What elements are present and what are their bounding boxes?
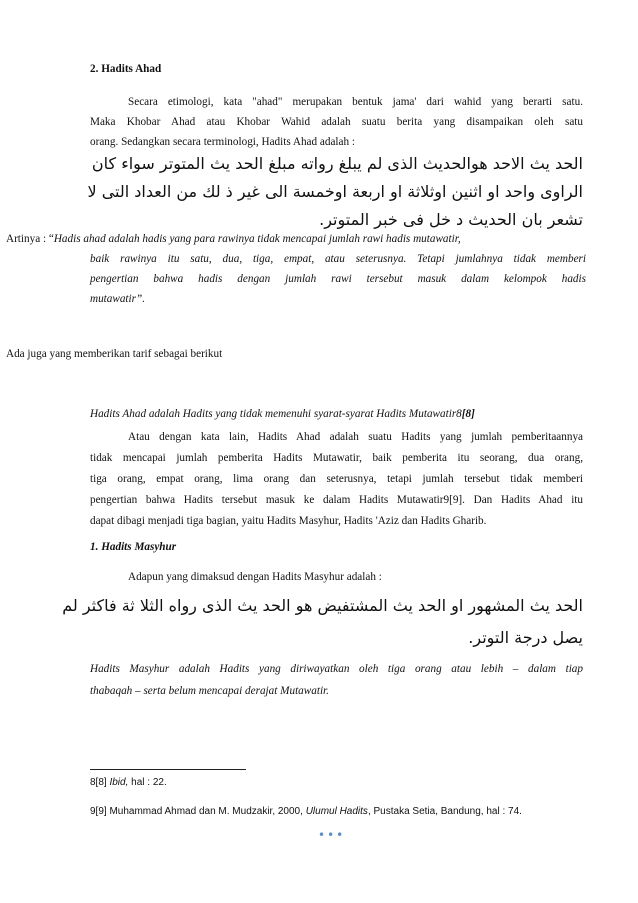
paragraph-etimologi [90,92,583,152]
translation-line: mutawatir”. [90,293,146,305]
also-sentence: Ada juga yang memberikan tarif sebagai berikut [6,348,223,360]
translation-line: pengertian bahwa hadis dengan jumlah rawi tersebut masuk dalam kelompok hadis [90,273,586,285]
translation-line: Hadits Masyhur adalah Hadits yang diriwayatkan oleh tiga orang atau lebih – dalam tiap [90,663,583,675]
translation-first-line [6,229,586,249]
arabic-line: الحد يث المشهور او الحد يث المشتفيض هو الحد يث الذى رواه الثلا ثة فاكثر لم [62,596,583,615]
footnote-text: hal : 22. [128,777,167,788]
paragraph-line: Atau dengan kata lain, Hadits Ahad adalah suatu Hadits yang jumlah pemberitaannya [128,431,583,443]
arabic-definition-masyhur [62,590,583,654]
paragraph-line: orang. Sedangkan secara terminologi, Hadits Ahad adalah : [90,136,355,148]
arabic-line: يصل درجة التوتر. [468,628,583,647]
definition-italic [90,406,475,423]
translation-line: baik rawinya itu satu, dua, tiga, empat, atau seterusnya. Tetapi jumlahnya tidak memberi [90,253,586,265]
footnote-number: 9[9] [90,806,107,817]
definition-text: Hadits Ahad adalah Hadits yang tidak memenuhi syarat-syarat Hadits Mutawatir8 [90,408,462,420]
page-dots-indicator: ••• [318,828,346,842]
arabic-line: الراوى واحد او اثنين اوثلاثة او اربعة اوخمسة الى غير ذ لك من العداد التى لا [87,182,583,201]
paragraph-line: Secara etimologi, kata "ahad" merupakan bentuk jama' dari wahid yang berarti satu. [128,96,583,108]
paragraph-kata-lain [90,427,583,532]
paragraph-line: tiga orang, empat orang, lima orang dan seterusnya, tetapi jumlah tersebut tidak memberi [90,473,583,485]
footnote-ibid: Ibid, [109,777,129,788]
arabic-line: تشعر بان الحديث د خل فى خبر المتوتر. [319,210,583,229]
paragraph-line: pengertian bahwa Hadits tersebut masuk ke dalam Hadits Mutawatir9[9]. Dan Hadits Ahad itu [90,494,583,506]
footnote-divider [90,769,246,770]
paragraph-line: dapat dibagi menjadi tiga bagian, yaitu Hadits Masyhur, Hadits 'Aziz dan Hadits Gharib. [90,515,487,527]
translation-text: Hadis ahad adalah hadis yang para rawinya tidak mencapai jumlah rawi hadis mutawatir, [53,233,461,245]
masyhur-intro: Adapun yang dimaksud dengan Hadits Masyhur adalah : [128,571,382,583]
footnote-text: , Pustaka Setia, Bandung, hal : 74. [367,806,522,817]
translation-masyhur [90,658,583,702]
arabic-line: الحد يث الاحد هوالحديث الذى لم يبلغ رواته مبلغ الحد يث المتوتر سواء كان [91,154,583,173]
footnote-ref-8[interactable]: [8] [461,408,475,420]
footnote-9 [90,804,522,819]
footnote-number: 8[8] [90,777,107,788]
footnote-text: Muhammad Ahmad dan M. Mudzakir, 2000, [106,806,306,817]
subsection-heading-masyhur: 1. Hadits Masyhur [90,541,177,553]
section-heading-hadits-ahad: 2. Hadits Ahad [90,63,162,75]
paragraph-line: Maka Khobar Ahad atau Khobar Wahid adalah suatu berita yang disampaikan oleh satu [90,116,583,128]
translation-artinya [6,229,586,309]
artinya-label: Artinya : “ [6,233,54,245]
translation-line: thabaqah – serta belum mencapai derajat Mutawatir. [90,685,329,697]
paragraph-line: tidak mencapai jumlah pemberita Hadits Mutawatir, baik pemberita itu seorang, dua orang, [90,452,583,464]
footnote-8 [90,775,167,790]
footnote-book-title: Ulumul Hadits [305,806,368,817]
arabic-definition-ahad [87,150,583,234]
